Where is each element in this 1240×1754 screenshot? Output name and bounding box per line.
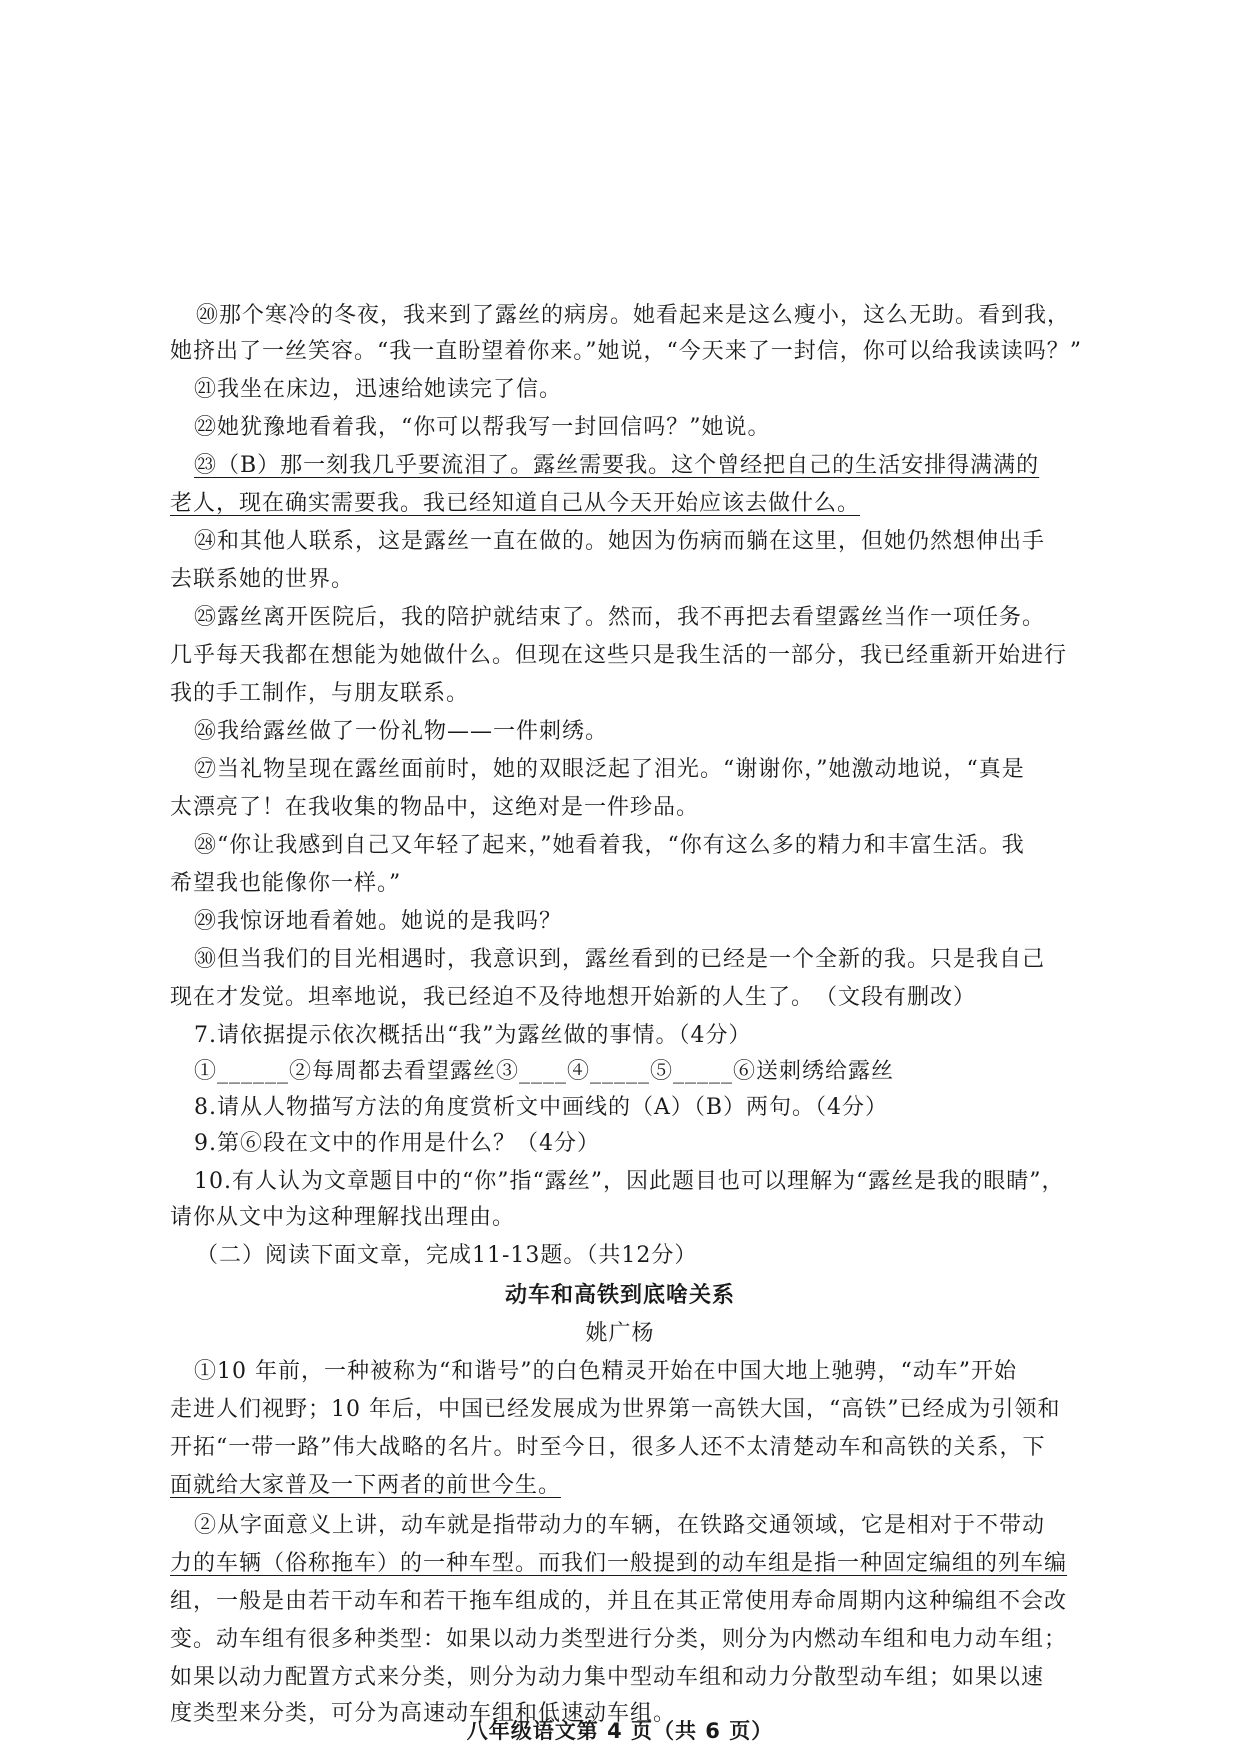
paragraph-24-line-1: ㉔和其他人联系，这是露丝一直在做的。她因为伤病而躺在这里，但她仍然想伸出手 <box>194 529 1046 554</box>
article-paragraph-1-line-1: ①10 年前，一种被称为“和谐号”的白色精灵开始在中国大地上驰骋，“动车”开始 <box>194 1359 1017 1384</box>
paragraph-20-line-1: ⑳那个寒冷的冬夜，我来到了露丝的病房。她看起来是这么瘦小，这么无助。看到我， <box>196 303 1071 328</box>
paragraph-28-line-1: ㉘“你让我感到自己又年轻了起来，”她看着我，“你有这么多的精力和丰富生活。我 <box>194 833 1025 858</box>
paragraph-26: ㉖我给露丝做了一份礼物——一件刺绣。 <box>194 719 609 744</box>
article-paragraph-2-line-3: 组，一般是由若干动车和若干拖车组成的，并且在其正常使用寿命周期内这种编组不会改 <box>170 1589 1068 1614</box>
paragraph-24-line-2: 去联系她的世界。 <box>170 567 355 592</box>
paragraph-27-line-2: 太漂亮了！在我收集的物品中，这绝对是一件珍品。 <box>170 795 700 820</box>
article-author: 姚广杨 <box>585 1321 655 1346</box>
question-9: 9.第⑥段在文中的作用是什么？（4分） <box>194 1131 600 1156</box>
paragraph-22: ㉒她犹豫地看着我，“你可以帮我写一封回信吗？”她说。 <box>194 415 771 440</box>
article-title: 动车和高铁到底啥关系 <box>504 1283 735 1308</box>
article-paragraph-1-line-4-underlined: 面就给大家普及一下两者的前世今生。 <box>170 1473 562 1498</box>
paragraph-25-line-1: ㉕露丝离开医院后，我的陪护就结束了。然而，我不再把去看望露丝当作一项任务。 <box>194 605 1046 630</box>
paragraph-28-line-2: 希望我也能像你一样。” <box>170 871 402 896</box>
paragraph-30-line-1: ㉚但当我们的目光相遇时，我意识到，露丝看到的已经是一个全新的我。只是我自己 <box>194 947 1046 972</box>
question-8: 8.请从人物描写方法的角度赏析文中画线的（A）（B）两句。（4分） <box>194 1095 889 1120</box>
article-paragraph-2-line-1: ②从字面意义上讲，动车就是指带动力的车辆，在铁路交通领域，它是相对于不带动 <box>194 1513 1046 1538</box>
paragraph-25-line-3: 我的手工制作，与朋友联系。 <box>170 681 470 706</box>
paragraph-23-line-1-underlined: ㉓（B）那一刻我几乎要流泪了。露丝需要我。这个曾经把自己的生活安排得满满的 <box>194 453 1040 478</box>
article-paragraph-2-line-4: 变。动车组有很多种类型：如果以动力类型进行分类，则分为内燃动车组和电力动车组； <box>170 1627 1068 1652</box>
question-7: 7.请依据提示依次概括出“我”为露丝做的事情。（4分） <box>194 1023 752 1048</box>
page-footer: 八年级语文第 4 页（共 6 页） <box>466 1719 774 1743</box>
paragraph-21: ㉑我坐在床边，迅速给她读完了信。 <box>194 377 563 402</box>
paragraph-30-line-2: 现在才发觉。坦率地说，我已经迫不及待地想开始新的人生了。 （文段有删改） <box>170 985 977 1010</box>
article-paragraph-2-line-2-underlined: 力的车辆（俗称拖车）的一种车型。而我们一般提到的动车组是指一种固定编组的列车编 <box>170 1551 1068 1576</box>
article-paragraph-1-line-3: 开拓“一带一路”伟大战略的名片。时至今日，很多人还不太清楚动车和高铁的关系，下 <box>170 1435 1046 1460</box>
paragraph-29: ㉙我惊讶地看着她。她说的是我吗？ <box>194 909 563 934</box>
question-7-blanks: ①______②每周都去看望露丝③____④_____⑤_____⑥送刺绣给露丝 <box>194 1059 895 1084</box>
paragraph-27-line-1: ㉗当礼物呈现在露丝面前时，她的双眼泛起了泪光。“谢谢你，”她激动地说，“真是 <box>194 757 1025 782</box>
paragraph-25-line-2: 几乎每天我都在想能为她做什么。但现在这些只是我生活的一部分，我已经重新开始进行 <box>170 643 1068 668</box>
question-10-line-1: 10.有人认为文章题目中的“你”指“露丝”，因此题目也可以理解为“露丝是我的眼睛”， <box>194 1169 1065 1194</box>
paragraph-23-line-2-underlined: 老人，现在确实需要我。我已经知道自己从今天开始应该去做什么。 <box>170 491 861 516</box>
article-paragraph-2-line-6: 度类型来分类，可分为高速动车组和低速动车组。 <box>170 1701 677 1726</box>
paragraph-20-line-2: 她挤出了一丝笑容。“我一直盼望着你来。”她说，“今天来了一封信，你可以给我读读吗？” <box>170 339 1082 364</box>
article-paragraph-2-line-5: 如果以动力配置方式来分类，则分为动力集中型动车组和动力分散型动车组；如果以速 <box>170 1665 1045 1690</box>
article-paragraph-1-line-2: 走进人们视野；10 年后，中国已经发展成为世界第一高铁大国，“高铁”已经成为引领和 <box>170 1397 1061 1422</box>
question-10-line-2: 请你从文中为这种理解找出理由。 <box>170 1205 516 1230</box>
section-two-heading: （二）阅读下面文章，完成11-13题。（共12分） <box>196 1243 698 1268</box>
